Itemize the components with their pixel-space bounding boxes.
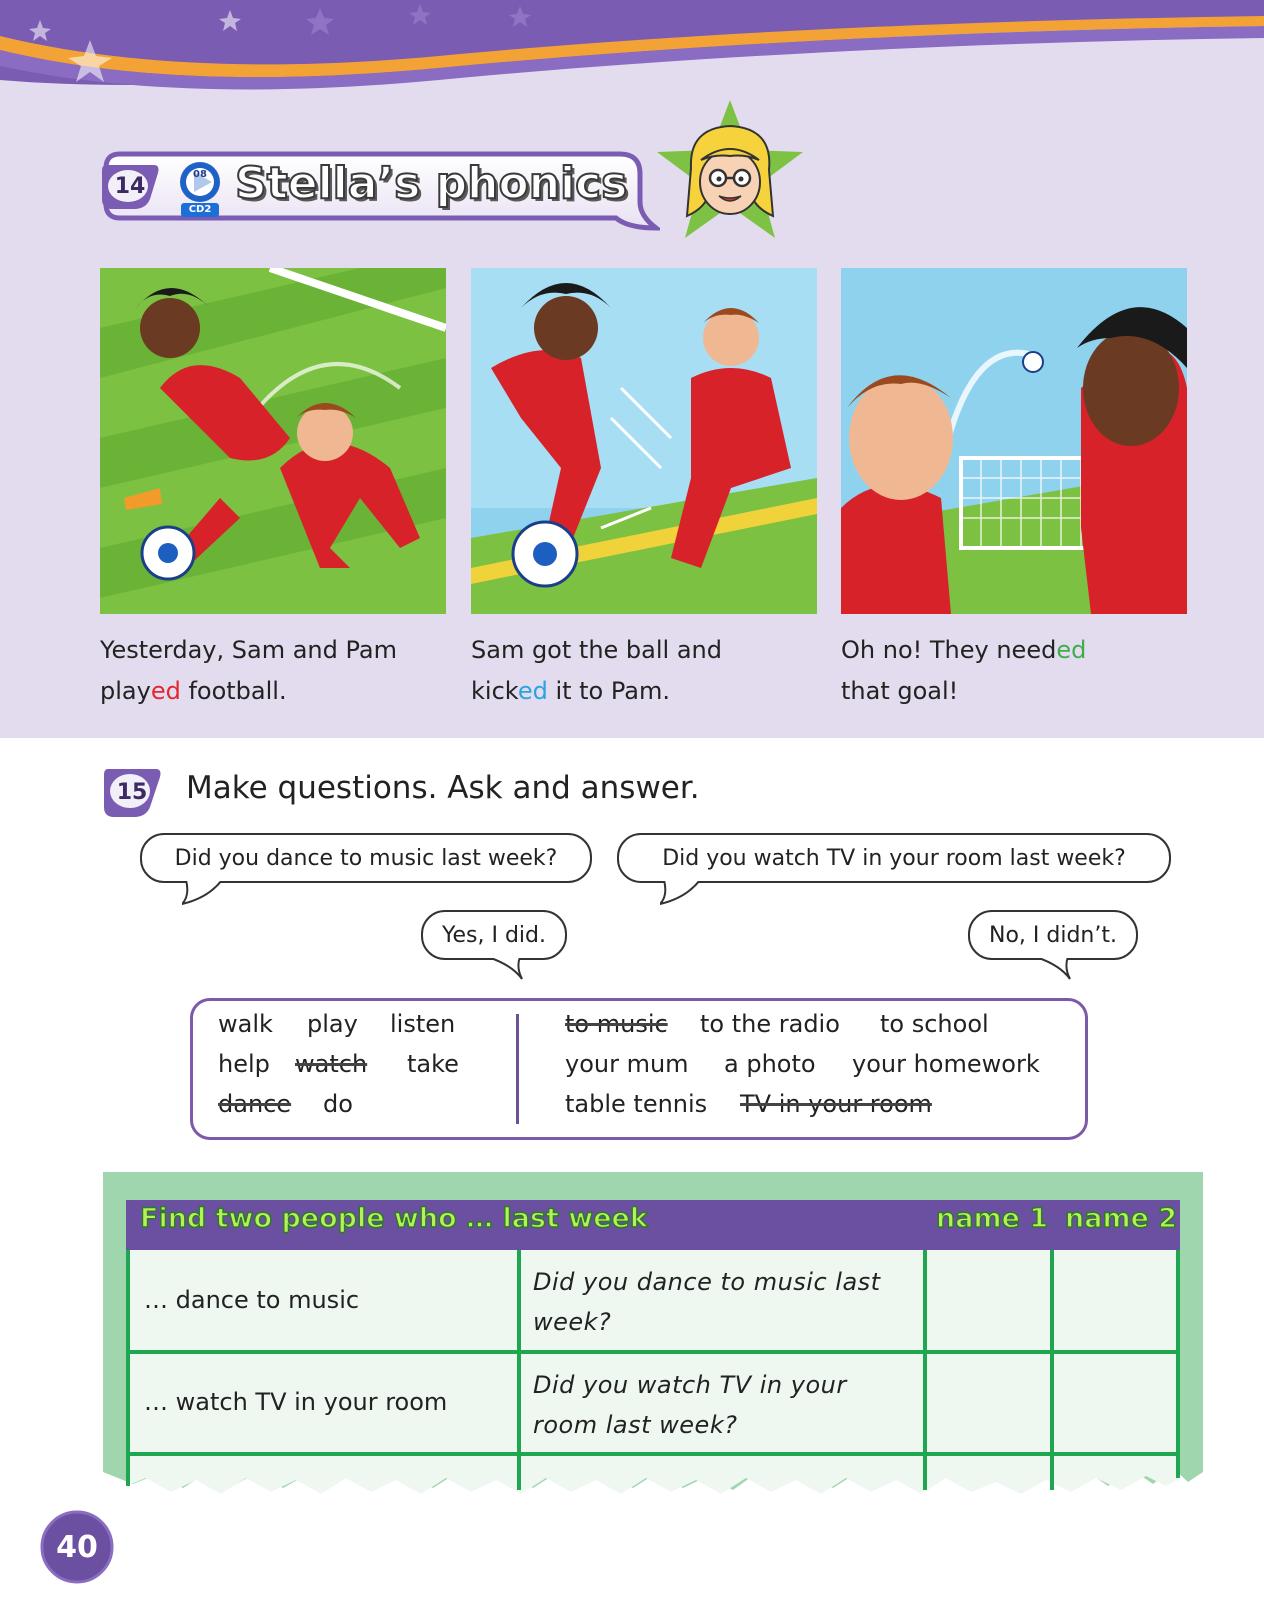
- caption-panel-2: [471, 630, 831, 712]
- caption-2-stem: kick: [471, 677, 518, 705]
- speech-bubble-answer-no-text: No, I didn’t.: [989, 922, 1117, 948]
- table-row-1-name-2-cell[interactable]: [1053, 1254, 1175, 1350]
- speech-bubble-question-2: [617, 833, 1171, 883]
- speech-bubble-question-2-text: Did you watch TV in your room last week?: [662, 845, 1126, 871]
- caption-3-line-2: that goal!: [841, 677, 959, 705]
- word-box-divider: [516, 1014, 519, 1124]
- football-illustration-1: [100, 268, 446, 614]
- phrase-to-music-crossed-out: to music: [565, 1010, 668, 1038]
- cd-label: CD2: [181, 203, 219, 217]
- table-row-1-question-line-2: week?: [533, 1308, 612, 1336]
- caption-panel-3: [841, 630, 1201, 712]
- caption-3-line-1: [841, 630, 1201, 671]
- caption-3-stem: Oh no! They need: [841, 636, 1057, 664]
- stella-avatar: [655, 98, 805, 248]
- phrase-to-the-radio: to the radio: [700, 1010, 840, 1038]
- speech-bubble-answer-yes-text: Yes, I did.: [441, 922, 547, 948]
- verb-listen: listen: [390, 1010, 456, 1038]
- survey-column-name-1: name 1: [936, 1203, 1049, 1234]
- football-illustration-2: [471, 268, 817, 614]
- caption-1-line-2: [100, 671, 460, 712]
- section-15-title: Make questions. Ask and answer.: [186, 770, 700, 806]
- section-14-title: Stella’s phonics: [235, 158, 628, 209]
- caption-2-line-2: [471, 671, 831, 712]
- comic-panel-2: [471, 268, 817, 614]
- verb-take: take: [407, 1050, 459, 1078]
- caption-1-stem: play: [100, 677, 151, 705]
- survey-column-name-2: name 2: [1065, 1203, 1178, 1234]
- table-row-1-question-line-1: Did you dance to music last: [533, 1268, 881, 1296]
- phrase-your-mum: your mum: [565, 1050, 689, 1078]
- verb-do: do: [323, 1090, 353, 1118]
- cd-track-number: 08: [193, 169, 207, 180]
- speech-bubble-question-1: [140, 833, 592, 883]
- verb-help: help: [218, 1050, 270, 1078]
- phrase-to-school: to school: [880, 1010, 989, 1038]
- speech-bubble-tail-no: [1034, 957, 1074, 981]
- speech-bubble-answer-yes: [421, 910, 567, 960]
- speech-bubble-tail-q2: [660, 880, 704, 906]
- verb-play: play: [307, 1010, 358, 1038]
- football-illustration-3: [841, 268, 1187, 614]
- caption-2-line-1: Sam got the ball and: [471, 636, 722, 664]
- section-14-number-badge: [98, 159, 162, 213]
- section-14-number: 14: [114, 173, 146, 199]
- comic-panel-1: [100, 268, 446, 614]
- speech-bubble-tail-yes: [486, 957, 526, 981]
- section-15-number: 15: [116, 779, 148, 805]
- speech-bubble-question-1-text: Did you dance to music last week?: [174, 845, 558, 871]
- table-row-1-name-1-cell[interactable]: [926, 1254, 1046, 1350]
- phrase-your-homework: your homework: [852, 1050, 1040, 1078]
- verb-dance-crossed-out: dance: [218, 1090, 292, 1118]
- table-row-2-question: [533, 1365, 847, 1445]
- phrase-table-tennis: table tennis: [565, 1090, 708, 1118]
- caption-1-rest: football.: [180, 677, 287, 705]
- table-row-2-question-line-2: room last week?: [533, 1411, 738, 1439]
- phrase-tv-in-your-room-crossed-out: TV in your room: [740, 1090, 932, 1118]
- table-row-1-activity: … dance to music: [144, 1286, 360, 1314]
- phrase-a-photo: a photo: [724, 1050, 816, 1078]
- caption-panel-1: [100, 630, 460, 712]
- caption-3-ed-ending: ed: [1056, 636, 1087, 664]
- table-row-2-activity: … watch TV in your room: [144, 1388, 448, 1416]
- table-row-2-name-1-cell[interactable]: [926, 1356, 1046, 1452]
- speech-bubble-tail-q1: [182, 880, 226, 906]
- page-number: 40: [56, 1529, 98, 1565]
- caption-2-ed-ending: ed: [517, 677, 548, 705]
- top-decorative-wave: [0, 0, 1264, 110]
- verb-watch-crossed-out: watch: [295, 1050, 368, 1078]
- survey-table-title: Find two people who … last week: [140, 1203, 648, 1234]
- table-row-2-question-line-1: Did you watch TV in your: [533, 1371, 847, 1399]
- table-row-1-question: [533, 1262, 881, 1342]
- caption-1-line-1: Yesterday, Sam and Pam: [100, 636, 397, 664]
- speech-bubble-answer-no: [968, 910, 1138, 960]
- caption-2-rest: it to Pam.: [547, 677, 670, 705]
- table-row-2-name-2-cell[interactable]: [1053, 1356, 1175, 1452]
- verb-walk: walk: [218, 1010, 273, 1038]
- section-15-number-badge: [100, 765, 164, 819]
- caption-1-ed-ending: ed: [150, 677, 181, 705]
- comic-panel-3: [841, 268, 1187, 614]
